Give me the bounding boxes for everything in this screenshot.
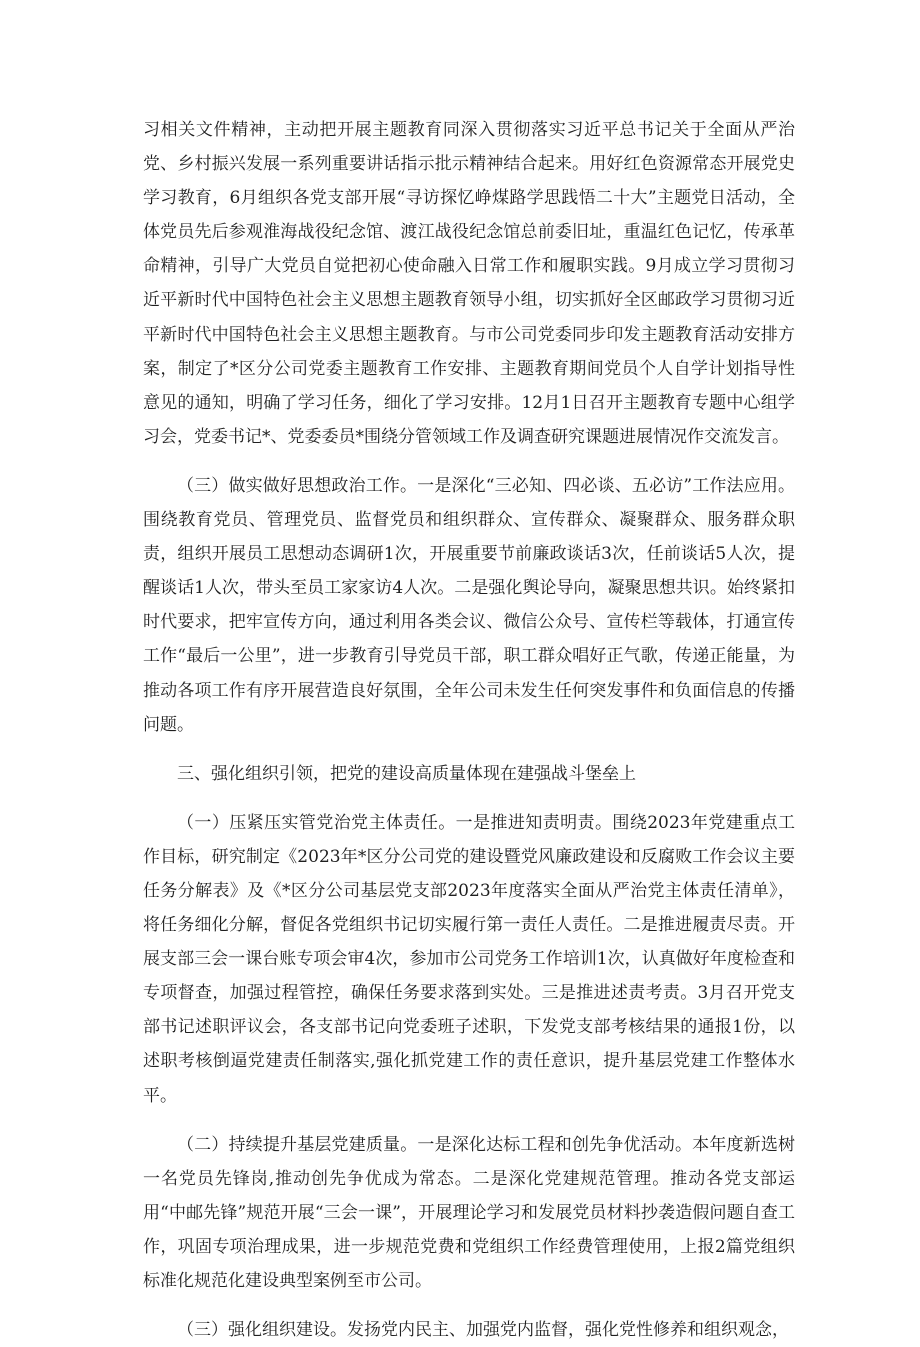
paragraph-study-documents: 习相关文件精神，主动把开展主题教育同深入贯彻落实习近平总书记关于全面从严治党、乡村振兴发展一系列重要讲话指示批示精神结合起来。用好红色资源常态开展党史学习教育，6月组织各党支部开展“寻访探忆峥煤路学思践悟二十大”主题党日活动，全体党员先后参观淮海战役纪念馆、渡江战役纪念馆总前委旧址，重温红色记忆，传承革命精神，引导广大党员自觉把初心使命融入日常工作和履职实践。9月成立学习贯彻习近平新时代中国特色社会主义思想主题教育领导小组，切实抓好全区邮政学习贯彻习近平新时代中国特色社会主义思想主题教育。与市公司党委同步印发主题教育活动安排方案，制定了*区分公司党委主题教育工作安排、主题教育期间党员个人自学计划指导性意见的通知，明确了学习任务，细化了学习安排。12月1日召开主题教育专题中心组学习会，党委书记*、党委委员*围绕分管领域工作及调查研究课题进展情况作交流发言。: [143, 120, 795, 447]
section-heading-organization: 三、强化组织引领，把党的建设高质量体现在建强战斗堡垒上: [177, 763, 636, 784]
paragraph-responsibility: （一）压紧压实管党治党主体责任。一是推进知责明责。围绕2023年党建重点工作目标，研究制定《2023年*区分公司党的建设暨党风廉政建设和反腐败工作会议主要任务分解表》及《*区分公司基层党支部2023年度落实全面从严治党主体责任清单》，将任务细化分解，督促各党组织书记切实履行第一责任人责任。二是推进履责尽责。开展支部三会一课台账专项会审4次，参加市公司党务工作培训1次，认真做好年度检查和专项督查，加强过程管控，确保任务要求落到实处。三是推进述责考责。3月召开党支部书记述职评议会，各支部书记向党委班子述职，下发党支部考核结果的通报1份，以述职考核倒逼党建责任制落实,强化抓党建工作的责任意识，提升基层党建工作整体水平。: [143, 812, 795, 1106]
paragraph-party-quality: （二）持续提升基层党建质量。一是深化达标工程和创先争优活动。本年度新选树一名党员先锋岗,推动创先争优成为常态。二是深化党建规范管理。推动各党支部运用“中邮先锋”规范开展“三会一课”，开展理论学习和发展党员材料抄袭造假问题自查工作，巩固专项治理成果，进一步规范党费和党组织工作经费管理使用，上报2篇党组织标准化规范化建设典型案例至市公司。: [143, 1134, 795, 1291]
paragraph-organization-building: （三）强化组织建设。发扬党内民主、加强党内监督，强化党性修养和组织观念，: [177, 1320, 789, 1341]
document-body: [143, 113, 795, 1347]
paragraph-ideological-work: （三）做实做好思想政治工作。一是深化“三必知、四必谈、五必访”工作法应用。围绕教育党员、管理党员、监督党员和组织群众、宣传群众、凝聚群众、服务群众职责，组织开展员工思想动态调研1次，开展重要节前廉政谈话3次，任前谈话5人次，提醒谈话1人次，带头至员工家家访4人次。二是强化舆论导向，凝聚思想共识。始终紧扣时代要求，把牢宣传方向，通过利用各类会议、微信公众号、宣传栏等载体，打通宣传工作“最后一公里”，进一步教育引导党员干部，职工群众唱好正气歌，传递正能量，为推动各项工作有序开展营造良好氛围，全年公司未发生任何突发事件和负面信息的传播问题。: [143, 475, 795, 735]
